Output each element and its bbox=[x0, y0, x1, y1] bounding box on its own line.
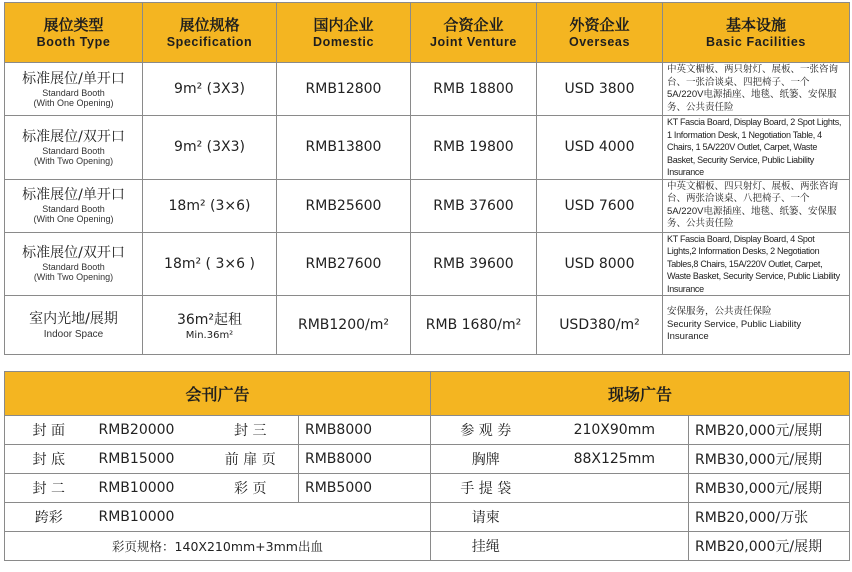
price-domestic: RMB1200/m² bbox=[277, 296, 411, 355]
journal-item: 封 底 bbox=[5, 445, 93, 474]
price-joint-venture: RMB 37600 bbox=[411, 179, 537, 232]
table-row bbox=[5, 179, 850, 232]
onsite-price: RMB30,000元/展期 bbox=[689, 474, 850, 503]
table-row bbox=[5, 63, 850, 116]
facilities-zh: 中英文楣板、两只射灯、展板、一张咨询台、一张洽谈桌、四把椅子、一个5A/220V电源插座、地毯、纸篓、安保服务、公共责任险 bbox=[663, 63, 850, 116]
price-domestic: RMB25600 bbox=[277, 179, 411, 232]
journal-price: RMB15000 bbox=[93, 445, 203, 474]
price-overseas: USD 7600 bbox=[537, 179, 663, 232]
onsite-price: RMB20,000元/展期 bbox=[689, 416, 850, 445]
onsite-item: 请柬 bbox=[431, 503, 541, 532]
journal-item: 封 面 bbox=[5, 416, 93, 445]
header-overseas: 外资企业 Overseas bbox=[537, 3, 663, 63]
booth-spec: 36m²起租 Min.36m² bbox=[143, 296, 277, 355]
table-row bbox=[5, 474, 850, 503]
price-domestic: RMB27600 bbox=[277, 232, 411, 296]
onsite-item: 手 提 袋 bbox=[431, 474, 541, 503]
journal-price: RMB8000 bbox=[299, 416, 431, 445]
header-booth-type: 展位类型 Booth Type bbox=[5, 3, 143, 63]
table-row bbox=[5, 532, 850, 561]
table-row bbox=[5, 503, 850, 532]
facilities-space: 安保服务，公共责任保险 Security Service, Public Liability Insurance bbox=[663, 296, 850, 355]
header-domestic: 国内企业 Domestic bbox=[277, 3, 411, 63]
facilities-en: KT Fascia Board, Display Board, 4 Spot Lights,2 Information Desks, 2 Negotiation Tables,8 Chairs, 15A/220V Outlet, Carpet, Waste Basket, Security Service, Public Liability Insurance bbox=[663, 232, 850, 296]
booth-spec: 18m² ( 3×6 ) bbox=[143, 232, 277, 296]
onsite-price: RMB20,000元/展期 bbox=[689, 532, 850, 561]
price-joint-venture: RMB 39600 bbox=[411, 232, 537, 296]
booth-header-row bbox=[5, 3, 850, 63]
onsite-size bbox=[541, 503, 689, 532]
journal-item: 封 二 bbox=[5, 474, 93, 503]
header-basic-facilities: 基本设施 Basic Facilities bbox=[663, 3, 850, 63]
table-row bbox=[5, 416, 850, 445]
journal-ads-header: 会刊广告 bbox=[5, 372, 431, 416]
booth-type: 室内光地/展期 Indoor Space bbox=[5, 296, 143, 355]
onsite-size: 88X125mm bbox=[541, 445, 689, 474]
table-row bbox=[5, 232, 850, 296]
price-joint-venture: RMB 19800 bbox=[411, 116, 537, 180]
price-joint-venture: RMB 1680/m² bbox=[411, 296, 537, 355]
ads-header-row bbox=[5, 372, 850, 416]
price-domestic: RMB12800 bbox=[277, 63, 411, 116]
journal-price: RMB8000 bbox=[299, 445, 431, 474]
onsite-size bbox=[541, 474, 689, 503]
table-row bbox=[5, 296, 850, 355]
onsite-item: 参 观 券 bbox=[431, 416, 541, 445]
onsite-price: RMB20,000/万张 bbox=[689, 503, 850, 532]
booth-type: 标准展位/单开口 Standard Booth (With One Opening) bbox=[5, 179, 143, 232]
booth-type: 标准展位/双开口 Standard Booth (With Two Opening) bbox=[5, 116, 143, 180]
journal-item: 跨彩 bbox=[5, 503, 93, 532]
facilities-en: KT Fascia Board, Display Board, 2 Spot Lights, 1 Information Desk, 1 Negotiation Table, 4 Chairs, 1 5A/220V Outlet, Carpet, Waste Basket, Security Service, Public Liability Insurance bbox=[663, 116, 850, 180]
header-joint-venture: 合资企业 Joint Venture bbox=[411, 3, 537, 63]
price-domestic: RMB13800 bbox=[277, 116, 411, 180]
onsite-item: 胸牌 bbox=[431, 445, 541, 474]
facilities-zh: 中英文楣板、四只射灯、展板、两张咨询台、两张洽谈桌、八把椅子、一个5A/220V电源插座、地毯、纸篓、安保服务、公共责任险 bbox=[663, 179, 850, 232]
price-overseas: USD 8000 bbox=[537, 232, 663, 296]
table-row bbox=[5, 116, 850, 180]
onsite-item: 挂绳 bbox=[431, 532, 541, 561]
onsite-ads-header: 现场广告 bbox=[431, 372, 850, 416]
booth-spec: 9m² (3X3) bbox=[143, 116, 277, 180]
booth-spec: 9m² (3X3) bbox=[143, 63, 277, 116]
advertising-price-table bbox=[4, 371, 850, 561]
journal-price: RMB10000 bbox=[93, 474, 203, 503]
booth-price-table bbox=[4, 2, 850, 355]
onsite-price: RMB30,000元/展期 bbox=[689, 445, 850, 474]
journal-item: 前 扉 页 bbox=[203, 445, 299, 474]
journal-item: 彩 页 bbox=[203, 474, 299, 503]
price-overseas: USD380/m² bbox=[537, 296, 663, 355]
journal-page-spec-note: 彩页规格：140X210mm+3mm出血 bbox=[5, 532, 431, 561]
price-overseas: USD 3800 bbox=[537, 63, 663, 116]
header-specification: 展位规格 Specification bbox=[143, 3, 277, 63]
booth-type: 标准展位/单开口 Standard Booth (With One Opening) bbox=[5, 63, 143, 116]
journal-item: 封 三 bbox=[203, 416, 299, 445]
onsite-size: 210X90mm bbox=[541, 416, 689, 445]
price-joint-venture: RMB 18800 bbox=[411, 63, 537, 116]
journal-price: RMB10000 bbox=[93, 503, 431, 532]
booth-spec: 18m² (3×6) bbox=[143, 179, 277, 232]
booth-type: 标准展位/双开口 Standard Booth (With Two Opening) bbox=[5, 232, 143, 296]
table-row bbox=[5, 445, 850, 474]
journal-price: RMB20000 bbox=[93, 416, 203, 445]
journal-price: RMB5000 bbox=[299, 474, 431, 503]
onsite-size bbox=[541, 532, 689, 561]
price-overseas: USD 4000 bbox=[537, 116, 663, 180]
